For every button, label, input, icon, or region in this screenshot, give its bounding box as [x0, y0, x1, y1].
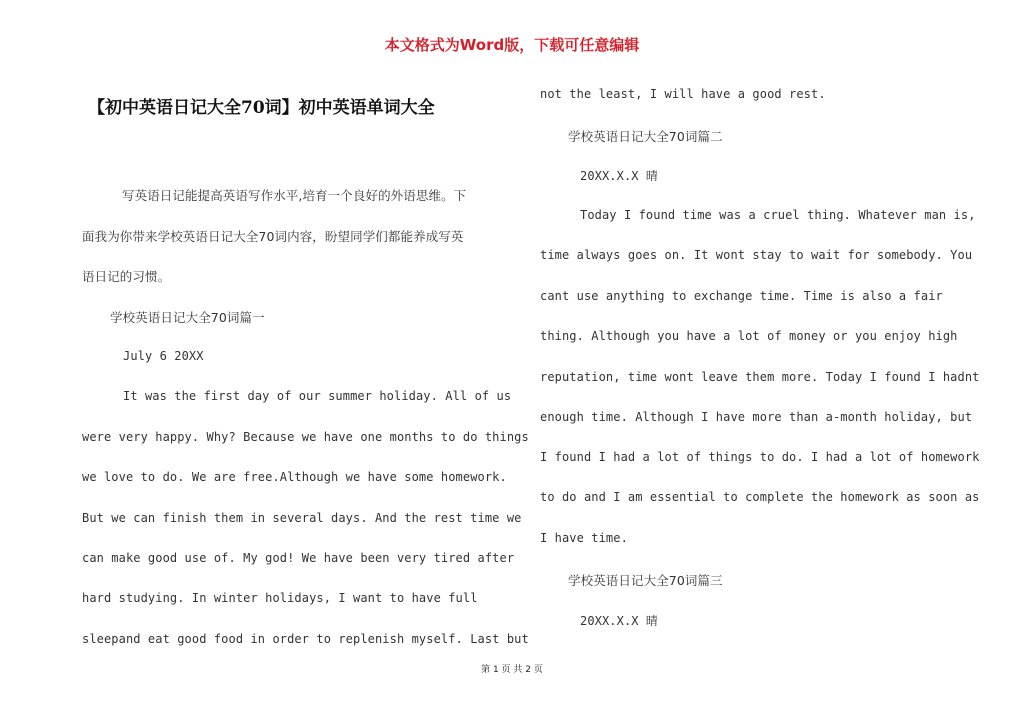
paragraph-line: I have time. — [540, 531, 628, 545]
entry-date: July 6 20XX — [123, 349, 204, 363]
paragraph-line: enough time. Although I have more than a-month holiday, but — [540, 410, 973, 424]
entry-date: 20XX.X.X 晴 — [580, 169, 659, 183]
paragraph-line: 面我为你带来学校英语日记大全70词内容，盼望同学们都能养成写英 — [82, 229, 464, 244]
paragraph-line: But we can finish them in several days. And the rest time we — [82, 511, 522, 525]
paragraph-line: sleepand eat good food in order to replenish myself. Last but — [82, 632, 529, 646]
paragraph-line: 写英语日记能提高英语写作水平,培育一个良好的外语思维。下 — [122, 188, 467, 203]
paragraph-line: were very happy. Why? Because we have one months to do things — [82, 430, 529, 444]
section-heading: 学校英语日记大全70词篇三 — [568, 573, 723, 588]
edit-banner: 本文格式为Word版，下载可任意编辑 — [384, 36, 640, 54]
paragraph-line: we love to do. We are free.Although we have some homework. — [82, 470, 507, 484]
paragraph-line: thing. Although you have a lot of money or you enjoy high — [540, 329, 958, 343]
paragraph-line: reputation, time wont leave them more. Today I found I hadnt — [540, 370, 980, 384]
paragraph-line: 语日记的习惯。 — [82, 269, 171, 284]
paragraph-line: It was the first day of our summer holiday. All of us — [123, 389, 512, 403]
entry-date: 20XX.X.X 晴 — [580, 614, 659, 628]
paragraph-line: can make good use of. My god! We have been very tired after — [82, 551, 515, 565]
section-heading: 学校英语日记大全70词篇一 — [110, 310, 265, 325]
section-heading: 学校英语日记大全70词篇二 — [568, 129, 723, 144]
paragraph-line: Today I found time was a cruel thing. Whatever man is, — [580, 208, 976, 222]
paragraph-line: cant use anything to exchange time. Time is also a fair — [540, 289, 943, 303]
page-number: 第 1 页 共 2 页 — [481, 665, 543, 675]
document-title: 【初中英语日记大全70词】初中英语单词大全 — [88, 98, 435, 118]
paragraph-line: I found I had a lot of things to do. I had a lot of homework — [540, 450, 980, 464]
paragraph-line: time always goes on. It wont stay to wait for somebody. You — [540, 248, 973, 262]
paragraph-line: to do and I am essential to complete the homework as soon as — [540, 490, 980, 504]
paragraph-line: hard studying. In winter holidays, I want to have full — [82, 591, 478, 605]
paragraph-line: not the least, I will have a good rest. — [540, 87, 826, 101]
